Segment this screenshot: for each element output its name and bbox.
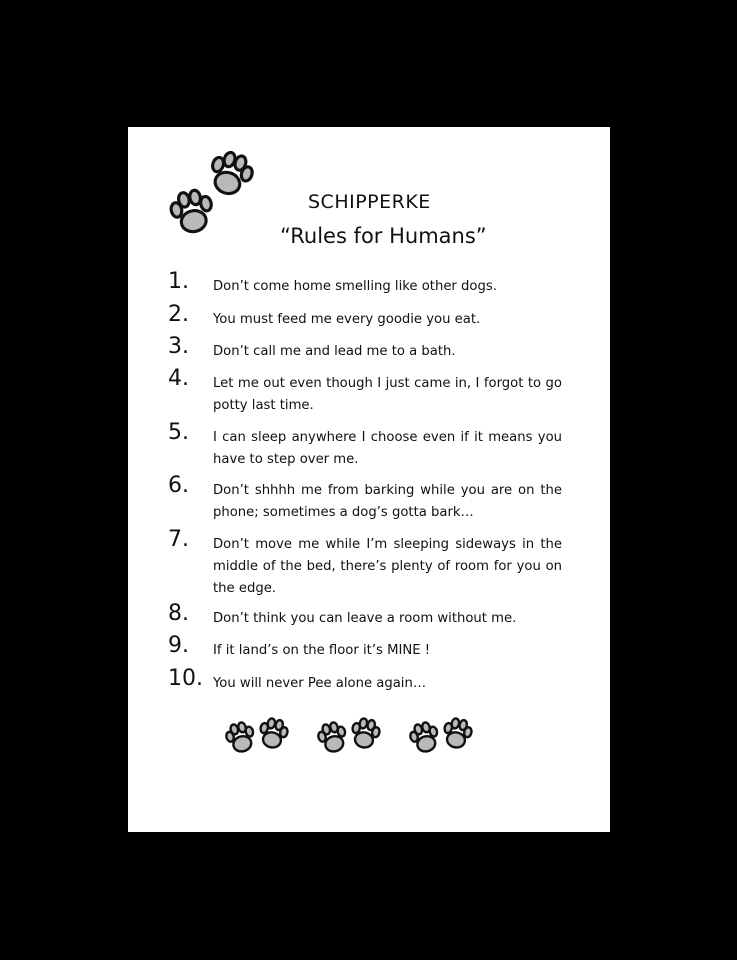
rule-text: Let me out even though I just came in, I forgot to go potty last time. bbox=[213, 376, 562, 413]
rule-text: I can sleep anywhere I choose even if it means you have to step over me. bbox=[213, 430, 562, 467]
rule-text: If it land’s on the floor it’s MINE ! bbox=[213, 643, 431, 658]
rule-number: 1. bbox=[168, 269, 189, 294]
paw-print-icon bbox=[441, 717, 474, 750]
rule-number: 4. bbox=[168, 366, 189, 391]
rule-number: 2. bbox=[168, 302, 189, 327]
rule-text: Don’t shhhh me from barking while you are on the phone; sometimes a dog’s gotta bark… bbox=[213, 483, 562, 520]
rule-number: 5. bbox=[168, 420, 189, 445]
paw-print-icon bbox=[166, 187, 218, 243]
rule-number: 8. bbox=[168, 601, 189, 626]
paw-print-icon bbox=[349, 717, 382, 750]
paw-print-icon bbox=[257, 717, 290, 750]
rule-number: 7. bbox=[168, 527, 189, 552]
paw-print-icon bbox=[408, 720, 442, 755]
paw-print-icon bbox=[316, 720, 350, 755]
rule-text: Don’t think you can leave a room without me. bbox=[213, 611, 517, 626]
rule-number: 6. bbox=[168, 473, 189, 498]
rule-text: Don’t come home smelling like other dogs. bbox=[213, 279, 497, 294]
rule-number: 10. bbox=[168, 666, 203, 691]
rule-text: Don’t call me and lead me to a bath. bbox=[213, 344, 456, 359]
paw-print-icon bbox=[224, 720, 258, 755]
rules-card bbox=[128, 127, 610, 832]
page-subtitle: “Rules for Humans” bbox=[280, 224, 487, 248]
rule-number: 9. bbox=[168, 633, 189, 658]
rule-text: You must feed me every goodie you eat. bbox=[213, 312, 481, 327]
rule-number: 3. bbox=[168, 334, 189, 359]
rule-text: Don’t move me while I’m sleeping sideways in the middle of the bed, there’s plenty of room for you on the edge. bbox=[213, 537, 562, 596]
paw-row bbox=[223, 717, 483, 762]
rule-text: You will never Pee alone again… bbox=[213, 676, 427, 691]
page-title: SCHIPPERKE bbox=[308, 191, 431, 213]
